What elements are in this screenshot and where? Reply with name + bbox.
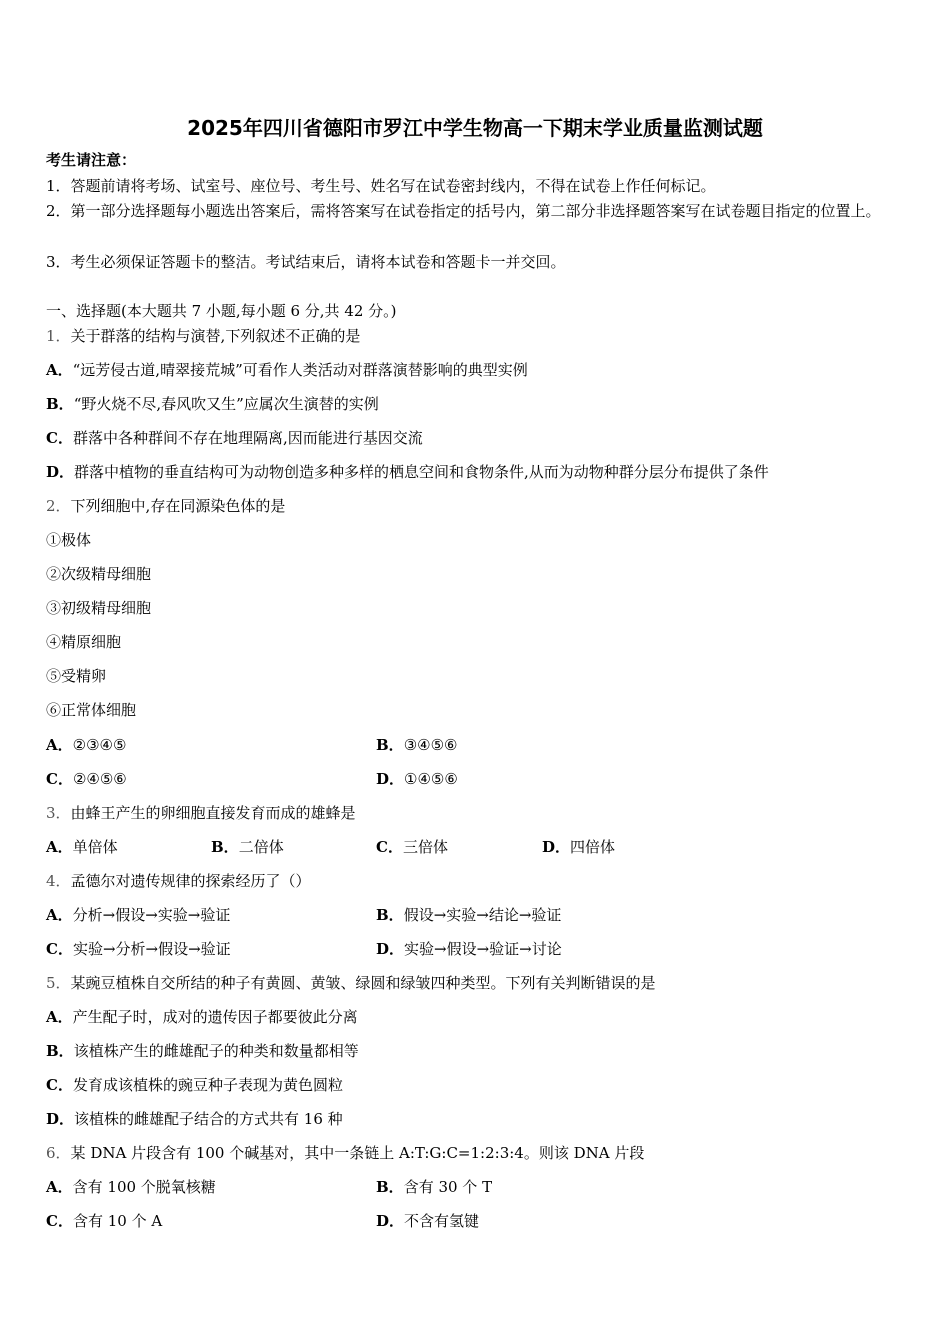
q3-option-d <box>542 837 615 857</box>
option-text: 实验→假设→验证→讨论 <box>404 940 562 958</box>
item-text: 次级精母细胞 <box>61 565 152 583</box>
option-label: A． <box>46 361 73 379</box>
option-label: A． <box>46 906 73 924</box>
option-text: 发育成该植株的豌豆种子表现为黄色圆粒 <box>72 1076 343 1094</box>
q1-option-c <box>46 428 423 448</box>
item-mark: ② <box>46 565 62 583</box>
option-text: 该植株产生的雌雄配子的种类和数量都相等 <box>73 1042 359 1060</box>
q1-option-b <box>46 394 379 414</box>
q4-option-a <box>46 905 230 925</box>
q2-item-3 <box>46 598 151 618</box>
option-text: 该植株的雌雄配子结合的方式共有 16 种 <box>74 1110 343 1128</box>
option-label: D． <box>46 1110 75 1128</box>
question-number: 6． <box>46 1144 71 1162</box>
q1-option-d <box>46 462 769 482</box>
q6-option-c <box>46 1211 162 1231</box>
option-text: 假设→实验→结论→验证 <box>403 906 562 924</box>
option-label: B． <box>376 906 404 924</box>
q4-option-b <box>376 905 561 925</box>
q5-option-d <box>46 1109 343 1129</box>
option-text: 产生配子时，成对的遗传因子都要彼此分离 <box>72 1008 358 1026</box>
option-text: 分析→假设→实验→验证 <box>72 906 231 924</box>
q2-item-4 <box>46 632 121 652</box>
notice-heading: 考生请注意： <box>46 151 137 169</box>
option-text: 不含有氢键 <box>404 1212 480 1230</box>
option-text: ①④⑤⑥ <box>404 770 458 788</box>
question-stem: 关于群落的结构与演替,下列叙述不正确的是 <box>70 327 361 345</box>
option-label: B． <box>376 1178 404 1196</box>
q3-option-a <box>46 837 118 857</box>
question-3 <box>46 803 356 823</box>
item-mark: ④ <box>46 633 62 651</box>
q5-option-c <box>46 1075 343 1095</box>
q6-option-b <box>376 1177 492 1197</box>
item-text: 初级精母细胞 <box>61 599 152 617</box>
option-text: 实验→分析→假设→验证 <box>72 940 231 958</box>
option-label: C． <box>46 1076 73 1094</box>
option-text: 三倍体 <box>402 838 448 856</box>
q3-option-c <box>376 837 448 857</box>
option-text: ②④⑤⑥ <box>72 770 127 788</box>
option-label: B． <box>46 395 74 413</box>
q3-option-b <box>211 837 284 857</box>
option-text: 含有 10 个 A <box>72 1212 163 1230</box>
notice-item-2: 2．第一部分选择题每小题选出答案后，需将答案写在试卷指定的括号内，第二部分非选择题答案写在试卷题目指定的位置上。 <box>46 202 881 220</box>
section-heading: 一、选择题(本大题共 7 小题,每小题 6 分,共 42 分。) <box>46 302 397 320</box>
question-number: 5． <box>46 974 71 992</box>
item-text: 受精卵 <box>61 667 107 685</box>
question-number: 3． <box>46 804 71 822</box>
option-label: B． <box>376 736 404 754</box>
option-label: D． <box>376 940 405 958</box>
option-text: ②③④⑤ <box>72 736 127 754</box>
q5-option-b <box>46 1041 359 1061</box>
question-number: 1． <box>46 327 71 345</box>
option-label: C． <box>46 770 73 788</box>
q1-option-a <box>46 360 528 380</box>
option-label: C． <box>46 940 73 958</box>
option-label: C． <box>376 838 403 856</box>
item-text: 极体 <box>61 531 92 549</box>
item-mark: ⑤ <box>46 667 62 685</box>
item-text: 正常体细胞 <box>61 701 137 719</box>
q4-option-c <box>46 939 231 959</box>
option-label: A． <box>46 838 73 856</box>
q2-option-d <box>376 769 458 789</box>
item-mark: ① <box>46 531 62 549</box>
question-number: 4． <box>46 872 71 890</box>
q2-item-6 <box>46 700 136 720</box>
item-mark: ③ <box>46 599 62 617</box>
option-text: 单倍体 <box>72 838 118 856</box>
option-text: ③④⑤⑥ <box>403 736 458 754</box>
option-label: D． <box>46 463 75 481</box>
question-stem: 某 DNA 片段含有 100 个碱基对，其中一条链上 A:T:G:C=1:2:3:4。则该 DNA 片段 <box>70 1144 645 1162</box>
option-text: “野火烧不尽,春风吹又生”应属次生演替的实例 <box>73 395 379 413</box>
option-text: 四倍体 <box>570 838 616 856</box>
option-label: A． <box>46 736 73 754</box>
q6-option-d <box>376 1211 479 1231</box>
option-text: 群落中植物的垂直结构可为动物创造多种多样的栖息空间和食物条件,从而为动物种群分层分布提供了条件 <box>74 463 769 481</box>
page-title: 2025年四川省德阳市罗江中学生物高一下期末学业质量监测试题 <box>187 116 763 140</box>
option-label: D． <box>376 770 405 788</box>
item-mark: ⑥ <box>46 701 62 719</box>
question-number: 2． <box>46 497 71 515</box>
notice-item-3: 3．考生必须保证答题卡的整洁。考试结束后，请将本试卷和答题卡一并交回。 <box>46 253 566 271</box>
option-label: D． <box>542 838 571 856</box>
question-stem: 下列细胞中,存在同源染色体的是 <box>70 497 286 515</box>
option-text: 群落中各种群间不存在地理隔离,因而能进行基因交流 <box>72 429 423 447</box>
option-text: “远芳侵古道,晴翠接荒城”可看作人类活动对群落演替影响的典型实例 <box>72 361 528 379</box>
option-label: A． <box>46 1178 73 1196</box>
notice-item-1: 1．答题前请将考场、试室号、座位号、考生号、姓名写在试卷密封线内，不得在试卷上作任何标记。 <box>46 177 716 195</box>
q2-option-a <box>46 735 126 755</box>
q2-item-2 <box>46 564 151 584</box>
item-text: 精原细胞 <box>61 633 122 651</box>
question-2 <box>46 496 285 516</box>
q2-option-c <box>46 769 127 789</box>
option-label: C． <box>46 429 73 447</box>
q2-item-1 <box>46 530 91 550</box>
question-stem: 孟德尔对遗传规律的探索经历了（） <box>70 872 311 890</box>
question-stem: 由蜂王产生的卵细胞直接发育而成的雄蜂是 <box>70 804 356 822</box>
option-label: B． <box>46 1042 74 1060</box>
question-4 <box>46 871 311 891</box>
q5-option-a <box>46 1007 358 1027</box>
q2-item-5 <box>46 666 106 686</box>
option-label: B． <box>211 838 239 856</box>
option-text: 二倍体 <box>238 838 284 856</box>
question-1 <box>46 326 360 346</box>
option-text: 含有 30 个 T <box>403 1178 493 1196</box>
question-stem: 某豌豆植株自交所结的种子有黄圆、黄皱、绿圆和绿皱四种类型。下列有关判断错误的是 <box>70 974 656 992</box>
question-6 <box>46 1143 644 1163</box>
option-label: A． <box>46 1008 73 1026</box>
question-5 <box>46 973 656 993</box>
option-label: C． <box>46 1212 73 1230</box>
q4-option-d <box>376 939 562 959</box>
option-text: 含有 100 个脱氧核糖 <box>72 1178 216 1196</box>
option-label: D． <box>376 1212 405 1230</box>
q6-option-a <box>46 1177 216 1197</box>
q2-option-b <box>376 735 457 755</box>
